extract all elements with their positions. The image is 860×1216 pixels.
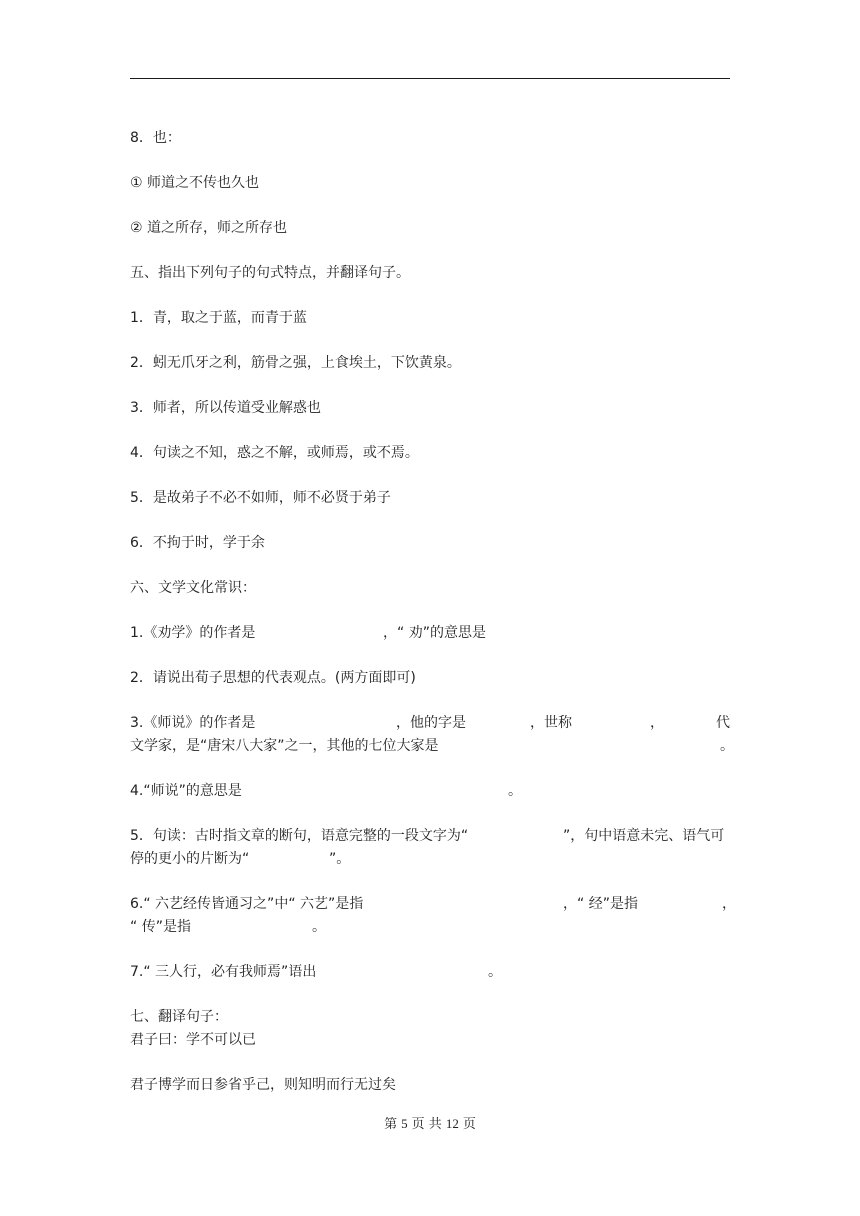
section-6-item-6-e: 。	[312, 919, 326, 935]
section-5-item-4: 4．句读之不知，惑之不解，或师焉，或不焉。	[130, 445, 419, 461]
footer-prefix: 第	[384, 1117, 398, 1132]
section-6-item-3-b: ，他的字是	[396, 715, 466, 731]
section-6-item-3-f: 文学家，是“唐宋八大家”之一，其他的七位大家是	[130, 738, 439, 754]
section-7-item-1: 君子曰：学不可以已	[130, 1032, 256, 1048]
section-5-item-5: 5．是故弟子不必不如师，师不必贤于弟子	[130, 490, 391, 506]
section-6-item-6-b: ，“ 经”是指	[563, 896, 638, 912]
section-6-item-6-d: “ 传”是指	[130, 919, 191, 935]
section-6-item-4-a: 4.“师说”的意思是	[130, 783, 242, 799]
section-7-title: 七、翻译句子：	[130, 1009, 228, 1025]
section-5-item-6: 6．不拘于时，学于余	[130, 535, 265, 551]
section-6-item-1-a: 1.《劝学》的作者是	[130, 625, 256, 641]
footer-suffix: 页	[462, 1117, 476, 1132]
section-6-item-1-b: ，“ 劝”的意思是	[383, 625, 486, 641]
section-6-item-5-a: 5．句读：古时指文章的断句，语意完整的一段文字为“	[130, 828, 469, 844]
section-6-item-5-d: ”。	[329, 851, 351, 867]
section-6-item-7-b: 。	[488, 964, 502, 980]
footer-mid: 页 共	[411, 1117, 442, 1132]
section-6-item-7-a: 7.“ 三人行，必有我师焉”语出	[130, 964, 317, 980]
section-6-item-2: 2．请说出荀子思想的代表观点。(两方面即可)	[130, 670, 416, 686]
section-6-item-3-d: ，	[650, 715, 664, 731]
section-5-item-3: 3．师者，所以传道受业解惑也	[130, 400, 321, 416]
section-6-item-3-c: ，世称	[530, 715, 572, 731]
section-6-item-3-g: 。	[720, 738, 734, 754]
page-footer	[0, 1113, 860, 1132]
section-6-item-3-e: 代	[716, 715, 730, 731]
section-5-title: 五、指出下列句子的句式特点，并翻译句子。	[130, 265, 410, 281]
section-5-item-1: 1．青，取之于蓝，而青于蓝	[130, 310, 307, 326]
section-6-item-6-c: ，	[722, 896, 736, 912]
footer-total-pages: 12	[445, 1116, 459, 1131]
section-6-title: 六、文学文化常识：	[130, 580, 256, 596]
section-6-item-3-a: 3.《师说》的作者是	[130, 715, 256, 731]
item-8-sentence-2: ② 道之所存，师之所存也	[130, 220, 288, 236]
section-5-item-2: 2．蚓无爪牙之利，筋骨之强，上食埃土，下饮黄泉。	[130, 355, 461, 371]
section-6-item-5-c: 停的更小的片断为“	[130, 851, 250, 867]
item-8-sentence-1: ① 师道之不传也久也	[130, 175, 260, 191]
section-7-item-2: 君子博学而日参省乎己，则知明而行无过矣	[130, 1077, 396, 1093]
item-8-title: 8．也：	[130, 130, 181, 146]
section-6-item-6-a: 6.“ 六艺经传皆通习之”中“ 六艺”是指	[130, 896, 364, 912]
section-6-item-5-b: ”，句中语意未完、语气可	[563, 828, 725, 844]
footer-page-number: 5	[401, 1116, 408, 1131]
section-6-item-4-b: 。	[508, 783, 522, 799]
header-rule	[130, 78, 730, 79]
